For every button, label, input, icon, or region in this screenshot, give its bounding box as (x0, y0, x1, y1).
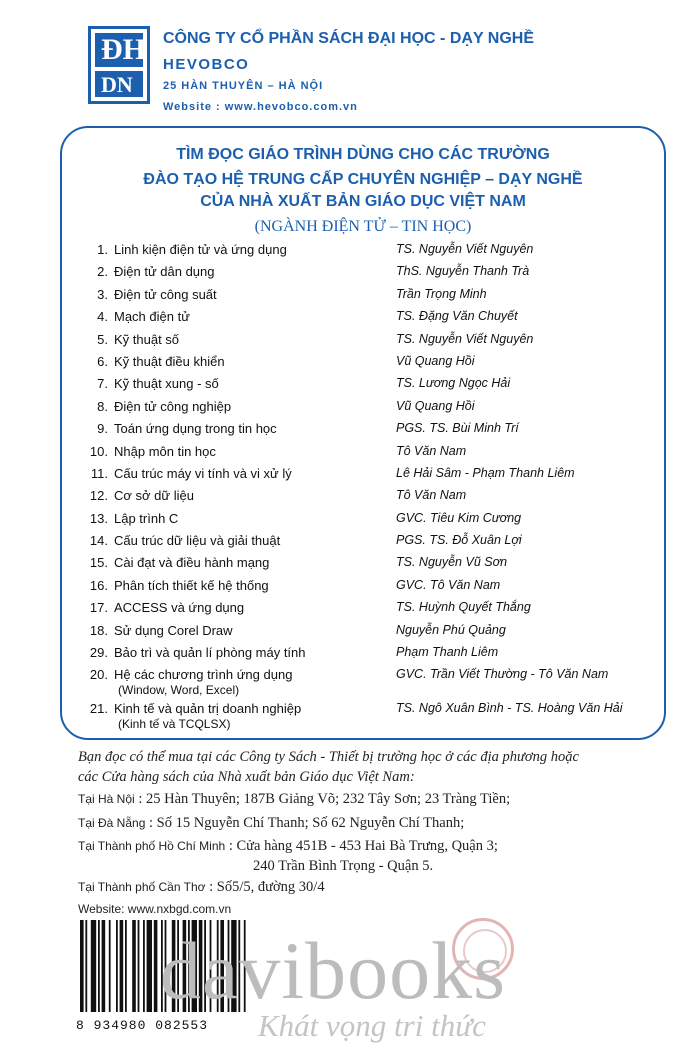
book-number: 16. (89, 577, 108, 593)
book-title: Mạch điện tử (114, 309, 190, 325)
book-author: Trần Trọng Minh (396, 286, 487, 301)
publisher-brand: HEVOBCO (163, 56, 250, 73)
hanoi-label: Tại Hà Nội (78, 792, 135, 806)
box-subtitle: (NGÀNH ĐIỆN TỬ – TIN HỌC) (254, 218, 472, 235)
book-title: Phân tích thiết kế hệ thống (114, 577, 269, 593)
book-number: 1. (97, 242, 108, 257)
hcm-label: Tại Thành phố Hồ Chí Minh (78, 839, 226, 853)
book-row (78, 421, 658, 443)
barcode-bar (85, 920, 87, 1012)
barcode-bar (116, 920, 118, 1012)
book-title: Kinh tế và quản trị doanh nghiệp (114, 701, 302, 717)
footer-hcm-2: 240 Trần Bình Trọng - Quận 5. (253, 858, 434, 874)
barcode-bar (132, 920, 136, 1012)
book-row (78, 555, 658, 577)
barcode-bar (98, 920, 100, 1012)
footer-intro-2: các Cửa hàng sách của Nhà xuất bản Giáo dục Việt Nam: (78, 769, 415, 785)
logo-top-text: ĐH (101, 33, 146, 66)
book-row (78, 444, 658, 466)
book-number: 11. (90, 465, 108, 481)
book-row (78, 309, 658, 331)
box-title-line-1: TÌM ĐỌC GIÁO TRÌNH DÙNG CHO CÁC TRƯỜNG (176, 146, 550, 163)
book-row (78, 264, 658, 286)
footer-hanoi (78, 791, 510, 808)
barcode-bar (138, 920, 140, 1012)
book-title: Cấu trúc máy vi tính và vi xử lý (114, 465, 292, 481)
book-number: 12. (89, 488, 108, 504)
book-number: 5. (97, 331, 108, 347)
book-row (78, 287, 658, 309)
book-number: 3. (97, 286, 108, 302)
book-number: 15. (89, 555, 108, 571)
book-author: TS. Nguyễn Vũ Sơn (396, 555, 508, 570)
danang-label: Tại Đà Nẵng (78, 816, 146, 830)
book-title: Kỹ thuật số (114, 331, 180, 347)
book-title: Toán ứng dụng trong tin học (114, 421, 277, 437)
book-row (78, 332, 658, 354)
footer-intro-1: Bạn đọc có thể mua tại các Công ty Sách - Thiết bị trường học ở các địa phương hoặc (78, 749, 579, 765)
book-title: Linh kiện điện tử và ứng dụng (114, 242, 287, 257)
book-author: Tô Văn Nam (396, 443, 467, 458)
book-number: 18. (89, 622, 108, 638)
book-number: 21. (89, 701, 108, 717)
publisher-logo (88, 26, 150, 104)
book-author: Lê Hải Sâm - Phạm Thanh Liêm (396, 465, 575, 480)
book-subtitle: (Kinh tế và TCQLSX) (118, 717, 231, 732)
book-title: Bảo trì và quản lí phòng máy tính (114, 645, 306, 661)
book-row (78, 466, 658, 488)
box-title-line-3: CỦA NHÀ XUẤT BẢN GIÁO DỤC VIỆT NAM (200, 193, 526, 210)
book-number: 14. (89, 533, 108, 549)
book-row (78, 701, 658, 735)
book-number: 20. (89, 667, 108, 683)
book-row (78, 242, 658, 264)
book-author: TS. Nguyễn Viết Nguyên (396, 242, 534, 256)
book-title: Kỹ thuật xung - số (114, 376, 219, 392)
watermark-brand: davibooks (160, 925, 507, 1016)
book-number: 13. (89, 510, 108, 526)
book-row (78, 399, 658, 421)
book-title: ACCESS và ứng dụng (114, 600, 245, 616)
footer-danang (78, 815, 464, 832)
barcode-bar (154, 920, 158, 1012)
logo-bottom-block (95, 71, 143, 97)
book-title: Điện tử dân dụng (114, 264, 215, 280)
footer-cantho (78, 879, 325, 896)
book-title: Điện tử công nghiệp (114, 398, 232, 414)
book-number: 9. (97, 421, 108, 437)
barcode-bar (80, 920, 84, 1012)
book-title: Cài đạt và điều hành mạng (114, 555, 270, 571)
book-title: Nhập môn tin học (114, 443, 216, 459)
book-author: TS. Lương Ngọc Hải (396, 376, 511, 391)
book-author: Nguyễn Phú Quảng (396, 622, 506, 637)
book-author: ThS. Nguyễn Thanh Trà (396, 264, 530, 279)
book-number: 17. (89, 600, 108, 616)
watermark-tagline: Khát vọng tri thức (258, 1008, 486, 1043)
book-number: 10. (89, 443, 108, 459)
book-author: Tô Văn Nam (396, 488, 467, 503)
barcode-bar (120, 920, 124, 1012)
box-title-line-2: ĐÀO TẠO HỆ TRUNG CẤP CHUYÊN NGHIỆP – DẠY NGHỀ (143, 171, 583, 188)
book-title: Hệ các chương trình ứng dụng (114, 667, 293, 683)
book-title: Sử dụng Corel Draw (114, 622, 233, 638)
logo-bottom-text: DN (101, 72, 133, 97)
book-number: 4. (97, 309, 108, 325)
book-author: TS. Nguyễn Viết Nguyên (396, 331, 534, 346)
hanoi-addresses: : 25 Hàn Thuyên; 187B Giảng Võ; 232 Tây Sơn; 23 Tràng Tiền; (134, 791, 511, 807)
cantho-label: Tại Thành phố Cần Thơ (78, 880, 206, 894)
book-row (78, 533, 658, 555)
book-row (78, 488, 658, 510)
logo-top-block (95, 33, 146, 67)
book-author: GVC. Tiêu Kim Cương (396, 510, 522, 525)
footer-hcm (78, 838, 498, 855)
cantho-address: : Số5/5, đường 30/4 (205, 879, 325, 895)
barcode-bar (102, 920, 106, 1012)
book-author: TS. Đặng Văn Chuyết (396, 309, 518, 324)
publisher-name: CÔNG TY CỔ PHẦN SÁCH ĐẠI HỌC - DẠY NGHỀ (163, 30, 534, 47)
book-author: PGS. TS. Bùi Minh Trí (396, 421, 519, 436)
book-title: Cấu trúc dữ liệu và giải thuật (114, 533, 281, 549)
book-number: 29. (89, 645, 108, 661)
barcode-bar (109, 920, 111, 1012)
publisher-address: 25 HÀN THUYÊN – HÀ NỘI (163, 80, 324, 92)
book-title: Lập trình C (114, 510, 179, 526)
book-author: TS. Huỳnh Quyết Thắng (396, 600, 531, 615)
barcode-bar (147, 920, 152, 1012)
book-author: Phạm Thanh Liêm (396, 645, 499, 660)
book-row (78, 645, 658, 667)
book-row (78, 511, 658, 533)
barcode-bar (143, 920, 145, 1012)
hcm-addresses: : Cửa hàng 451B - 453 Hai Bà Trưng, Quận 3; (225, 838, 498, 854)
danang-addresses: : Số 15 Nguyễn Chí Thanh; Số 62 Nguyễn Chí Thanh; (145, 815, 465, 831)
book-number: 6. (97, 353, 108, 369)
footer-website: Website: www.nxbgd.com.vn (78, 902, 232, 916)
barcode-number: 8 934980 082553 (76, 1018, 209, 1033)
book-author: Vũ Quang Hồi (396, 398, 475, 413)
book-row (78, 354, 658, 376)
book-row (78, 667, 658, 701)
book-row (78, 600, 658, 622)
book-row (78, 578, 658, 600)
book-list (78, 242, 658, 735)
book-author: Vũ Quang Hồi (396, 353, 475, 368)
book-author: PGS. TS. Đỗ Xuân Lợi (396, 533, 522, 548)
book-row (78, 623, 658, 645)
publisher-website: Website : www.hevobco.com.vn (163, 101, 358, 113)
book-author: GVC. Tô Văn Nam (396, 577, 501, 592)
book-author: TS. Ngô Xuân Bình - TS. Hoàng Văn Hải (396, 701, 623, 716)
barcode-bar (125, 920, 127, 1012)
book-author: GVC. Trần Viết Thường - Tô Văn Nam (396, 667, 609, 682)
book-title: Điện tử công suất (114, 286, 217, 302)
barcode-bar (91, 920, 96, 1012)
book-title: Kỹ thuật điều khiển (114, 353, 225, 369)
book-number: 8. (97, 398, 108, 414)
book-row (78, 376, 658, 398)
book-number: 7. (97, 376, 108, 392)
book-subtitle: (Window, Word, Excel) (118, 683, 240, 698)
book-number: 2. (97, 264, 108, 280)
book-title: Cơ sở dữ liệu (114, 488, 194, 504)
